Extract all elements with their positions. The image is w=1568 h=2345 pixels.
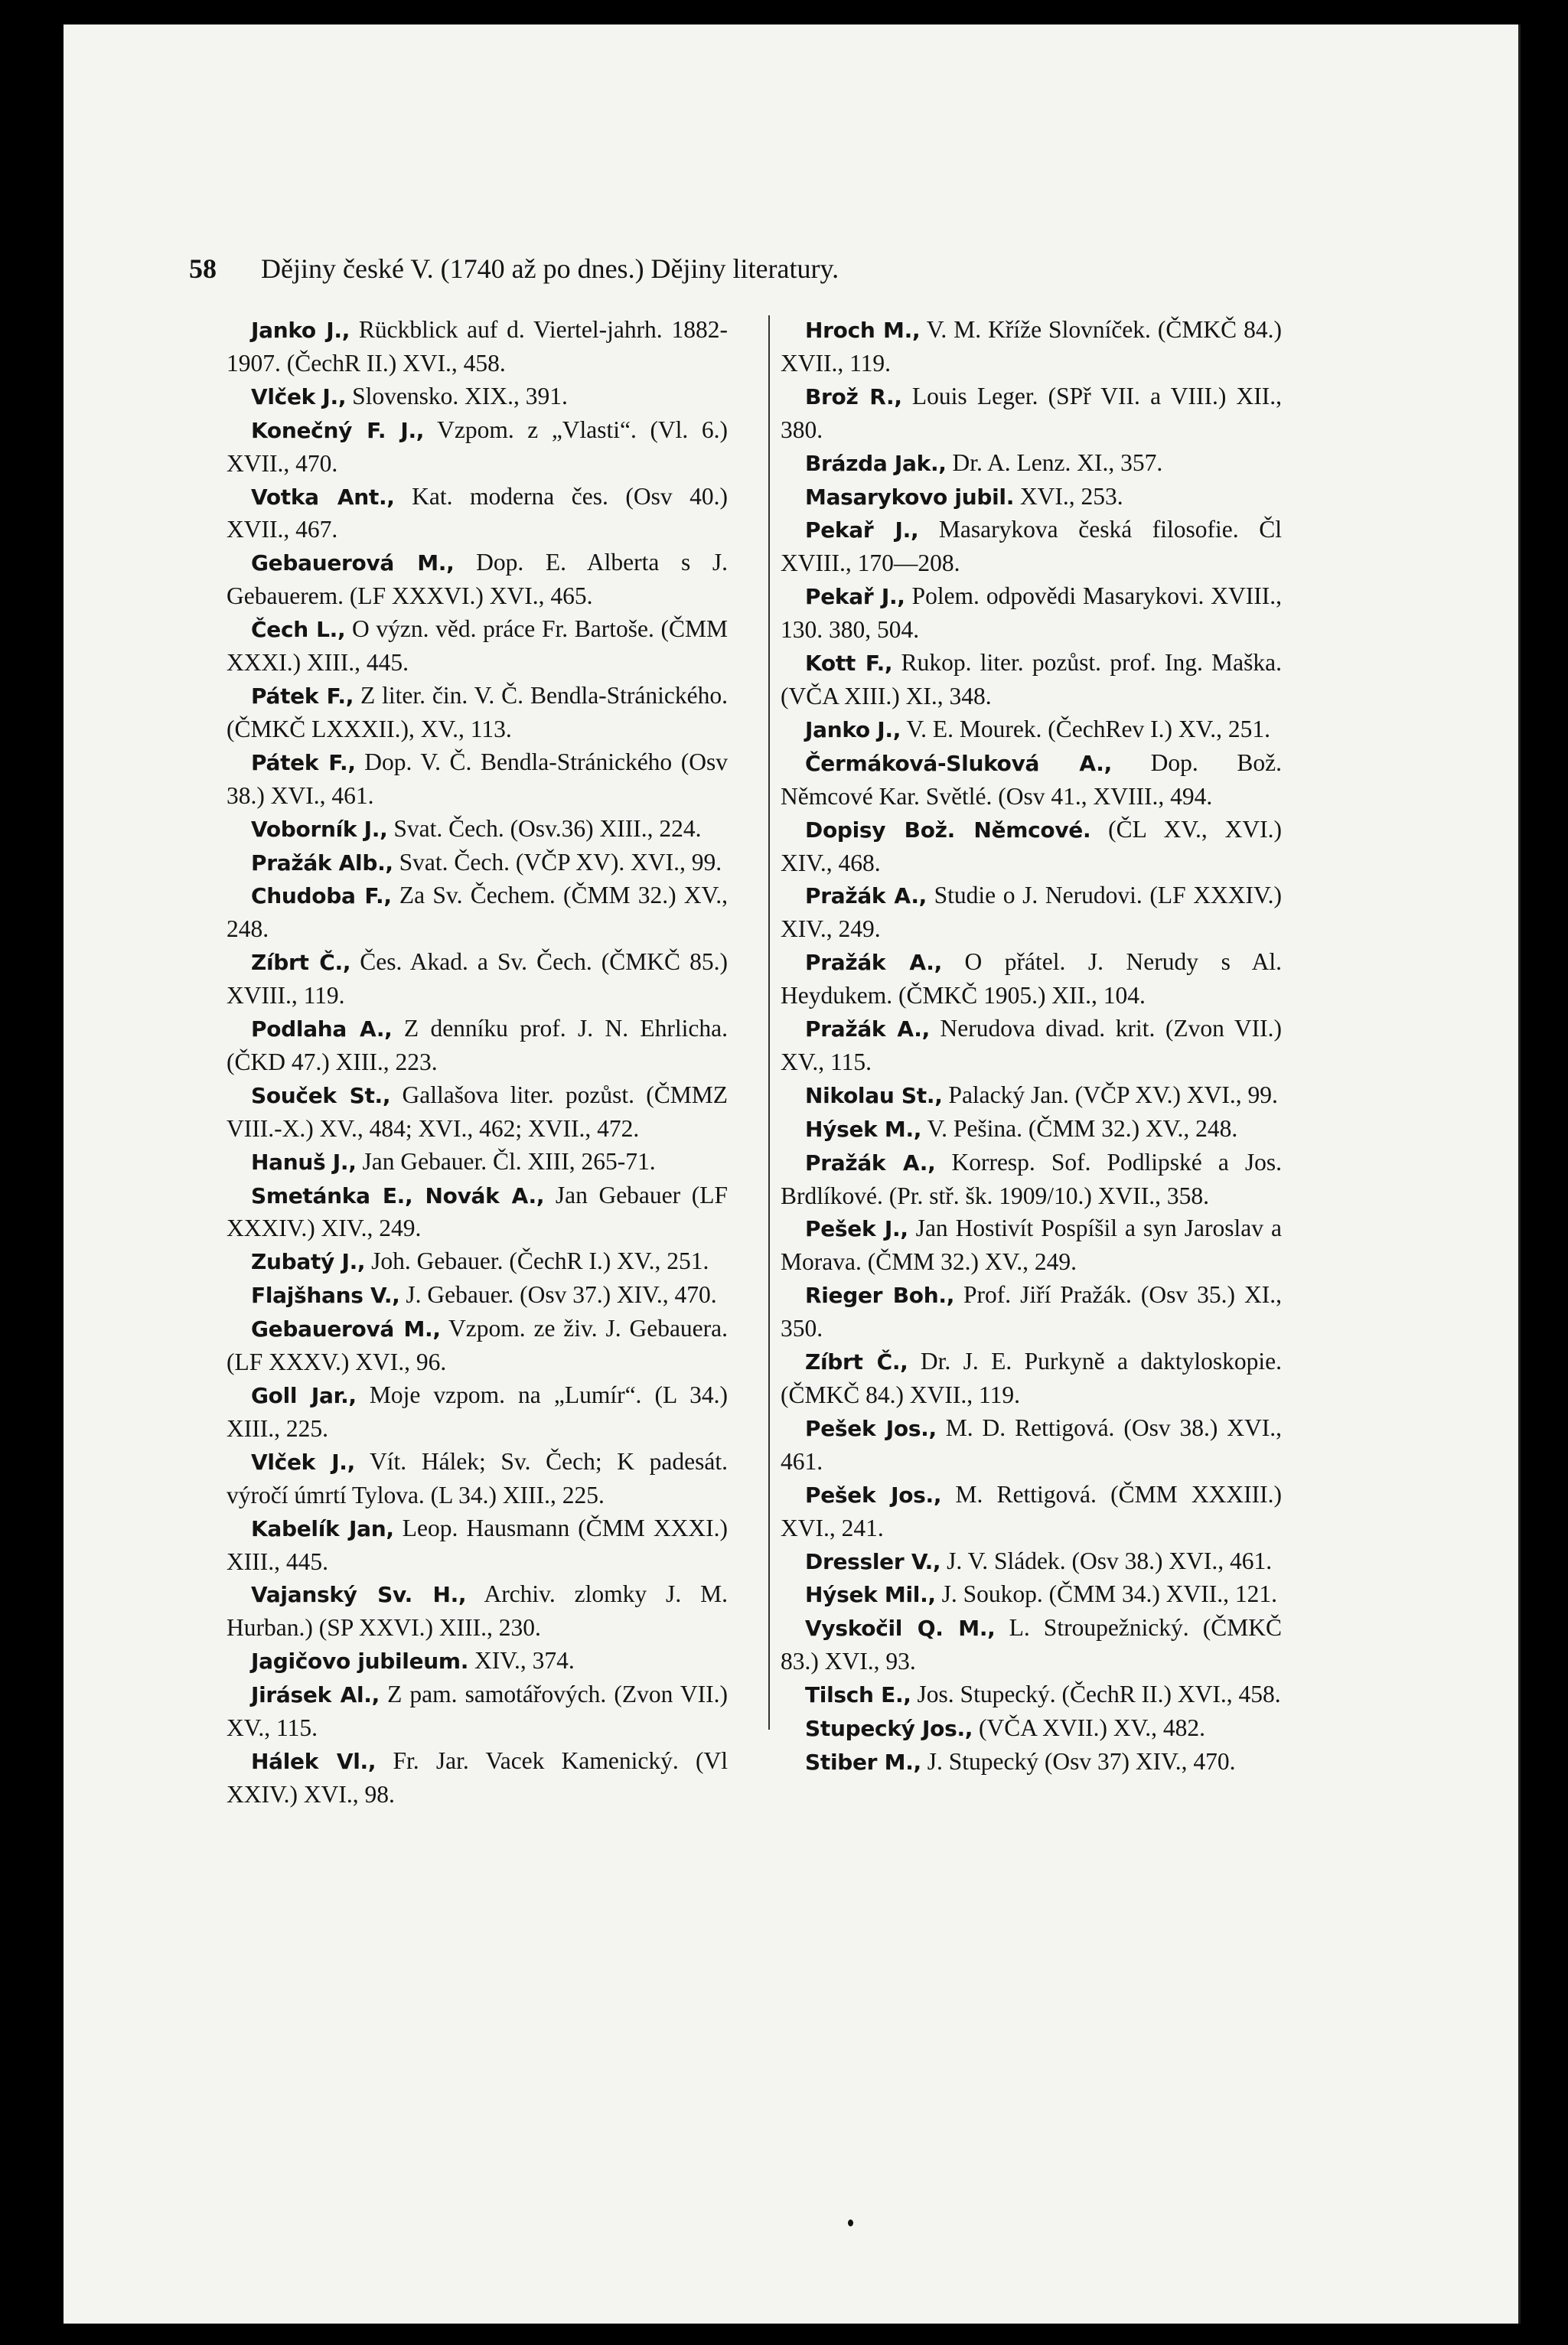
entry-author: Pražák A., (805, 1016, 930, 1042)
right-column (781, 314, 1282, 1779)
entry-author: Gebauerová M., (251, 550, 455, 576)
entry-author: Pešek J., (805, 1216, 908, 1242)
bibliography-entry (227, 1313, 728, 1379)
entry-author: Čermáková-Sluková A., (805, 750, 1112, 776)
bibliography-entry (781, 1146, 1282, 1213)
bibliography-entry (781, 514, 1282, 580)
entry-text: Prof. Jiří Pražák. (Osv 35.) XI., 350. (781, 1281, 1282, 1342)
entry-text: Gallašova liter. pozůst. (ČMMZ VIII.-X.) XV., 484; XVI., 462; XVII., 472. (227, 1081, 728, 1142)
bibliography-entry (227, 414, 728, 481)
entry-text: Rückblick auf d. Viertel-jahrh. 1882-1907. (ČechR II.) XVI., 458. (227, 316, 728, 377)
entry-text: Archiv. zlomky J. M. Hurban.) (SP XXVI.) XIII., 230. (227, 1580, 728, 1642)
entry-author: Chudoba F., (251, 883, 392, 909)
entry-author: Rieger Boh., (805, 1283, 955, 1309)
entry-text: Palacký Jan. (VČP XV.) XVI., 99. (942, 1081, 1278, 1108)
entry-text: Nerudova divad. krit. (Zvon VII.) XV., 115. (781, 1015, 1282, 1075)
entry-text: Jos. Stupecký. (ČechR II.) XVI., 458. (911, 1681, 1281, 1708)
bibliography-entry (781, 1612, 1282, 1678)
entry-text: Polem. odpovědi Masarykovi. XVIII., 130. 380, 504. (781, 582, 1282, 644)
bibliography-entry (781, 747, 1282, 814)
entry-author: Zubatý J., (251, 1249, 366, 1275)
entry-author: Konečný F. J., (251, 417, 425, 443)
entry-author: Hýsek Mil., (805, 1582, 936, 1608)
entry-author: Flajšhans V., (251, 1283, 400, 1309)
entry-author: Jagičovo jubileum. (251, 1649, 469, 1675)
entry-author: Brož R., (805, 383, 902, 409)
entry-author: Podlaha A., (251, 1016, 393, 1042)
entry-author: Hálek Vl., (251, 1748, 377, 1774)
entry-author: Hýsek M., (805, 1116, 922, 1142)
running-title: Dějiny české V. (1740 až po dnes.) Dějiny literatury. (261, 253, 839, 284)
entry-text: Leop. Hausmann (ČMM XXXI.) XIII., 445. (227, 1514, 729, 1575)
bibliography-entry (227, 1013, 728, 1079)
entry-author: Souček St., (251, 1082, 391, 1108)
entry-author: Vlček J., (251, 383, 347, 409)
entry-text: Za Sv. Čechem. (ČMM 32.) XV., 248. (227, 882, 728, 943)
bibliography-entry (781, 1578, 1282, 1612)
entry-text: Dr. A. Lenz. XI., 357. (946, 448, 1163, 476)
entry-text: Z liter. čin. V. Č. Bendla-Stránického. (ČMKČ LXXXII.), XV., 113. (227, 681, 728, 742)
entry-text: Vít. Hálek; Sv. Čech; K padesát. výročí úmrtí Tylova. (L 34.) XIII., 225. (227, 1447, 728, 1508)
running-header (189, 253, 1306, 285)
bibliography-entry (781, 1013, 1282, 1079)
entry-author: Zíbrt Č., (805, 1349, 908, 1375)
entry-author: Smetánka E., Novák A., (251, 1182, 545, 1208)
entry-author: Stiber M., (805, 1749, 921, 1775)
entry-author: Pražák Alb., (251, 850, 393, 876)
bibliography-entry (227, 1079, 728, 1146)
entry-author: Voborník J., (251, 816, 388, 842)
bibliography-entry (227, 1512, 728, 1579)
entry-text: Dop. Bož. Němcové Kar. Světlé. (Osv 41., XVIII., 494. (781, 749, 1282, 810)
entry-author: Čech L., (251, 617, 346, 643)
entry-author: Hanuš J., (251, 1149, 357, 1175)
bibliography-entry (781, 814, 1282, 880)
bibliography-entry (781, 380, 1282, 447)
entry-text: Z denníku prof. J. N. Ehrlicha. (ČKD 47.) XIII., 223. (227, 1015, 728, 1075)
entry-author: Kabelík Jan, (251, 1515, 394, 1541)
bibliography-entry (781, 713, 1282, 747)
bibliography-entry (781, 447, 1282, 481)
bibliography-entry (227, 380, 728, 414)
bibliography-entry (227, 1279, 728, 1313)
entry-text: J. V. Sládek. (Osv 38.) XVI., 461. (940, 1547, 1273, 1574)
entry-author: Gebauerová M., (251, 1316, 441, 1342)
entry-author: Pešek Jos., (805, 1415, 937, 1441)
bibliography-entry (227, 1446, 728, 1512)
entry-text: Jan Hostivít Pospíšil a syn Jaroslav a Morava. (ČMM 32.) XV., 249. (781, 1215, 1282, 1276)
bibliography-entry (781, 1746, 1282, 1779)
entry-text: Čes. Akad. a Sv. Čech. (ČMKČ 85.) XVIII., 119. (227, 948, 728, 1009)
entry-text: Studie o J. Nerudovi. (LF XXXIV.) XIV., 249. (781, 882, 1282, 943)
entry-author: Votka Ant., (251, 484, 395, 510)
page-number: 58 (189, 253, 217, 284)
entry-text: J. Stupecký (Osv 37) XIV., 470. (921, 1747, 1236, 1775)
bibliography-entry (227, 1645, 728, 1678)
entry-text: O význ. věd. práce Fr. Bartoše. (ČMM XXXI.) XIII., 445. (227, 615, 728, 677)
bibliography-entry (227, 613, 728, 680)
bibliography-entry (781, 1113, 1282, 1146)
entry-author: Janko J., (251, 318, 350, 343)
bibliography-entry (227, 813, 728, 846)
entry-author: Kott F., (805, 651, 893, 677)
entry-author: Pražák A., (805, 883, 927, 909)
entry-author: Zíbrt Č., (251, 950, 351, 976)
bibliography-entry (227, 314, 728, 380)
bibliography-entry (227, 746, 728, 813)
bibliography-entry (781, 314, 1282, 380)
bibliography-entry (227, 1379, 728, 1446)
entry-text: Vzpom. ze živ. J. Gebauera. (LF XXXV.) XVI., 96. (227, 1315, 728, 1376)
entry-text: Jan Gebauer (LF XXXIV.) XIV., 249. (227, 1181, 728, 1242)
left-column (227, 314, 728, 1812)
entry-text: Z pam. samotářových. (Zvon VII.) XV., 115. (227, 1681, 728, 1742)
entry-author: Dopisy Bož. Němcové. (805, 817, 1091, 843)
entry-text: J. Soukop. (ČMM 34.) XVII., 121. (935, 1580, 1278, 1608)
bibliography-entry (227, 546, 728, 613)
entry-author: Brázda Jak., (805, 450, 947, 476)
bibliography-entry (781, 647, 1282, 713)
entry-text: Dop. V. Č. Bendla-Stránického (Osv 38.) XVI., 461. (227, 748, 728, 809)
bibliography-entry (781, 1412, 1282, 1479)
entry-text: Louis Leger. (SPř VII. a VIII.) XII., 380. (781, 382, 1282, 443)
entry-text: L. Stroupežnický. (ČMKČ 83.) XVI., 93. (781, 1614, 1282, 1675)
bibliography-entry (781, 1545, 1282, 1579)
entry-text: M. D. Rettigová. (Osv 38.) XVI., 461. (781, 1414, 1282, 1475)
entry-text: Joh. Gebauer. (ČechR I.) XV., 251. (365, 1248, 709, 1275)
ink-speck (848, 2219, 853, 2226)
column-divider (768, 315, 770, 1730)
entry-text: Vzpom. z „Vlasti“. (Vl. 6.) XVII., 470. (227, 416, 728, 477)
entry-text: Slovensko. XIX., 391. (346, 382, 568, 409)
entry-author: Pátek F., (251, 749, 356, 775)
entry-text: M. Rettigová. (ČMM XXXIII.) XVI., 241. (781, 1480, 1282, 1541)
bibliography-entry (227, 946, 728, 1013)
bibliography-entry (781, 1079, 1282, 1113)
entry-author: Stupecký Jos., (805, 1716, 973, 1742)
entry-author: Vyskočil Q. M., (805, 1616, 996, 1642)
bibliography-entry (227, 1578, 728, 1645)
bibliography-entry (781, 1212, 1282, 1279)
entry-text: Dop. E. Alberta s J. Gebauerem. (LF XXXVI.) XVI., 465. (227, 549, 728, 610)
bibliography-entry (781, 580, 1282, 647)
bibliography-entry (781, 1712, 1282, 1746)
bibliography-entry (781, 1479, 1282, 1545)
entry-text: Svat. Čech. (Osv.36) XIII., 224. (387, 814, 702, 842)
entry-text: XIV., 374. (468, 1647, 575, 1675)
bibliography-entry (227, 846, 728, 880)
entry-text: V. M. Kříže Slovníček. (ČMKČ 84.) XVII., 119. (781, 316, 1282, 377)
entry-text: Svat. Čech. (VČP XV). XVI., 99. (393, 848, 722, 876)
entry-author: Tilsch E., (805, 1682, 911, 1708)
entry-text: Jan Gebauer. Čl. XIII, 265-71. (356, 1147, 656, 1175)
entry-text: Kat. moderna čes. (Osv 40.) XVII., 467. (227, 482, 728, 543)
bibliography-entry (227, 1678, 728, 1745)
entry-text: Korresp. Sof. Podlipské a Jos. Brdlíkové. (Pr. stř. šk. 1909/10.) XVII., 358. (781, 1148, 1282, 1209)
entry-text: Masarykova česká filosofie. Čl XVIII., 170—208. (781, 516, 1283, 577)
bibliography-entry (227, 481, 728, 547)
bibliography-entry (781, 1345, 1282, 1412)
entry-text: O přátel. J. Nerudy s Al. Heydukem. (ČMKČ 1905.) XII., 104. (781, 948, 1283, 1009)
entry-author: Pešek Jos., (805, 1482, 942, 1508)
entry-author: Dressler V., (805, 1548, 941, 1574)
bibliography-entry (781, 481, 1282, 514)
bibliography-entry (781, 1678, 1282, 1712)
entry-author: Pražák A., (805, 950, 942, 976)
entry-author: Vajanský Sv. H., (251, 1582, 467, 1608)
bibliography-entry (227, 1245, 728, 1279)
entry-author: Pražák A., (805, 1150, 936, 1176)
entry-author: Janko J., (805, 716, 901, 742)
bibliography-entry (227, 680, 728, 746)
entry-author: Pekař J., (805, 517, 919, 543)
entry-text: (ČL XV., XVI.) XIV., 468. (781, 815, 1282, 876)
entry-text: Rukop. liter. pozůst. prof. Ing. Maška. (VČA XIII.) XI., 348. (781, 649, 1282, 709)
entry-text: V. Pešina. (ČMM 32.) XV., 248. (921, 1114, 1238, 1142)
entry-text: Moje vzpom. na „Lumír“. (L 34.) XIII., 225. (227, 1381, 728, 1442)
bibliography-entry (227, 1146, 728, 1179)
entry-author: Nikolau St., (805, 1082, 943, 1108)
entry-text: V. E. Mourek. (ČechRev I.) XV., 251. (901, 715, 1271, 742)
bibliography-entry (227, 1179, 728, 1246)
entry-text: (VČA XVII.) XV., 482. (973, 1714, 1206, 1742)
entry-author: Goll Jar., (251, 1383, 357, 1408)
entry-author: Vlček J., (251, 1449, 355, 1475)
entry-author: Hroch M., (805, 318, 921, 343)
entry-text: XVI., 253. (1014, 482, 1123, 510)
entry-text: J. Gebauer. (Osv 37.) XIV., 470. (399, 1281, 717, 1309)
bibliography-entry (781, 879, 1282, 946)
bibliography-entry (227, 1745, 728, 1812)
bibliography-entry (781, 1279, 1282, 1345)
entry-text: Dr. J. E. Purkyně a daktyloskopie. (ČMKČ 84.) XVII., 119. (781, 1348, 1282, 1408)
bibliography-entry (227, 879, 728, 946)
entry-author: Pekař J., (805, 584, 905, 610)
entry-author: Masarykovo jubil. (805, 484, 1015, 510)
entry-text: Fr. Jar. Vacek Kamenický. (Vl XXIV.) XVI., 98. (227, 1747, 728, 1808)
entry-author: Pátek F., (251, 683, 354, 709)
entry-author: Jirásek Al., (251, 1682, 380, 1708)
bibliography-entry (781, 946, 1282, 1013)
